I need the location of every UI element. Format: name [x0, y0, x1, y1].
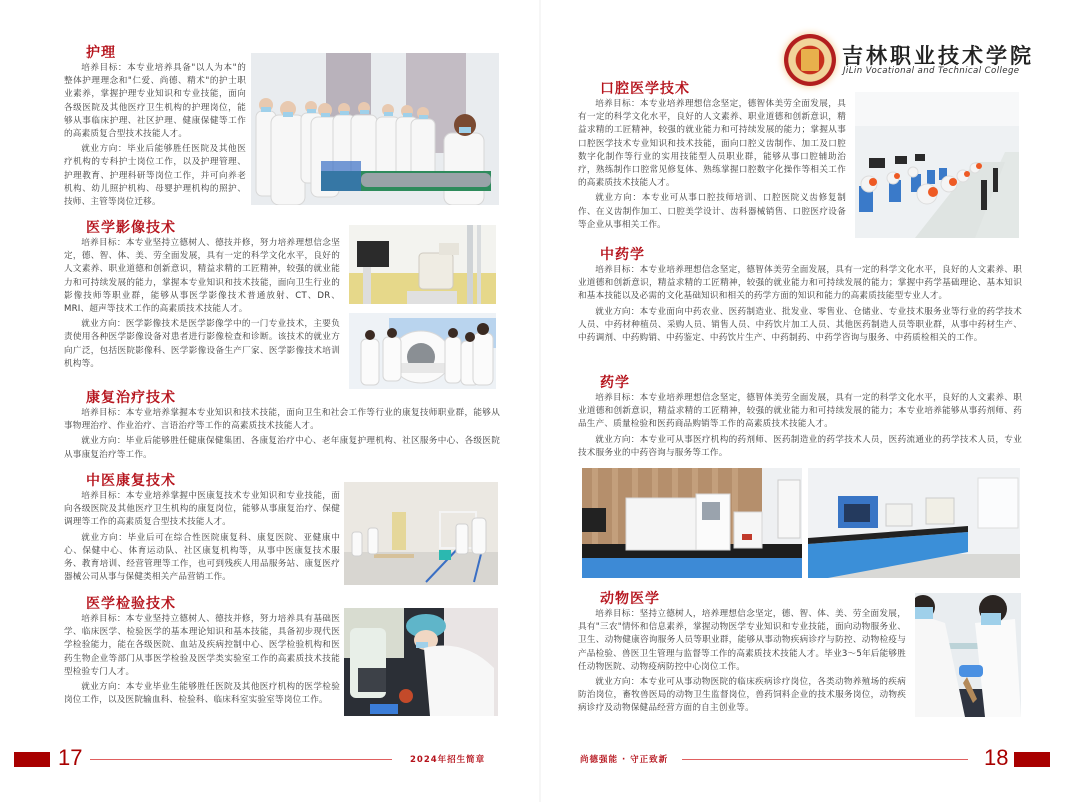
training-goal: 培养目标：本专业培养理想信念坚定，德智体美劳全面发展，具有一定的科学文化水平，良好的人文素养、职业道德和创新意识，精益求精的工匠精神，较强的就业能力和可持续发展的能力；本专业培养能够从事药剂师、药品生产、质量检验和医药商品购销等工作的高素质技术技能人才。 [578, 393, 1022, 430]
dental-simulation-lab-photo [855, 92, 1019, 238]
footer-divider [90, 759, 392, 760]
xray-equipment-photo [349, 225, 496, 304]
footer-divider [682, 759, 968, 760]
training-goal: 培养目标：本专业培养理想信念坚定，德智体美劳全面发展，具有一定的科学文化水平，良好的人文素养、职业道德和创新意识，精益求精的工匠精神，较强的就业能力和可持续发展的能力；掌握从事口腔医学技术专业知识和技术技能，面向口腔义齿制作、加工及口腔数字化制作等行业的实用技能型人员职业群，能够从事口腔辅助治疗，熟练制作口腔常见修复体、熟练掌握口腔数字化操作等相关工作的高素质技术技能人才。 [578, 99, 846, 189]
section-oral-medical-technology [578, 80, 846, 232]
college-name-en: JiLin Vocational and Technical College [843, 66, 1020, 76]
career-direction: 就业方向：本专业可从事医疗机构的药剂师、医药制造业的药学技术人员，医药流通业的药学技术人员，专业技术服务业的中药咨询与服务等工作。 [578, 434, 1022, 458]
section-title: 中医康复技术 [86, 473, 176, 489]
section-title: 口腔医学技术 [600, 81, 690, 97]
career-direction: 就业方向：医学影像技术是医学影像学中的一门专业技术，主要负责使用各种医学影像设备对患者进行影像检查和诊断。该技术的就业方向广泛，包括医院影像科、医学影像设备生产厂家、医学影像技术培训机构等。 [64, 319, 340, 369]
veterinary-lab-photo [915, 593, 1021, 717]
page-number: 17 [58, 745, 83, 770]
gas-chromatograph-photo [582, 468, 802, 578]
career-direction: 就业方向：毕业后能够胜任医院及其他医疗机构的专科护士岗位工作，以及护理管理、护理教育、护理科研等岗位工作，并可向养老机构、幼儿照护机构、母婴护理机构的照护、技师、主管等岗位迁移。 [64, 144, 246, 208]
training-goal: 培养目标：本专业培养具备"以人为本"的整体护理理念和"仁爱、尚德、精术"的护士职业素养，掌握护理专业知识和专业技能，面向各级医院及其他医疗卫生机构的护理岗位，能够从事临床护理、社区护理、健康保健等工作的高素质复合型技术技能人才。 [64, 63, 246, 140]
section-title: 医学影像技术 [86, 220, 176, 236]
training-goal: 培养目标：本专业坚持立德树人、德技并修，努力培养理想信念坚定，德、智、体、美、劳全面发展，具有一定的科学文化水平，良好的人文素养、职业道德和创新意识，精益求精的工匠精神，较强的就业能力和可持续发展的能力，掌握本专业知识和技术技能，面向卫生行业的影像技师等职业群，能够从事医学影像技术普通放射、CT、DR、MRI、超声等技术工作的高素质技术技能人才。 [64, 238, 340, 315]
section-pharmacy [578, 374, 1022, 460]
footer-caption: 2024年招生简章 [410, 755, 486, 765]
training-goal: 培养目标：坚持立德树人，培养理想信念坚定，德、智、体、美、劳全面发展，具有"三农"情怀和信息素养，掌握动物医学专业知识和专业技能，面向动物服务业、卫生、动物健康咨询服务人员等职业群，能够从事动物疾病诊疗与防控、动物检疫与产品检验、兽医卫生管理与监督等工作的高素质技术技能人才。毕业3～5年后能够胜任动物医院、动物疫病防控中心岗位工作。 [578, 609, 906, 672]
ct-scanner-photo [349, 313, 496, 389]
career-direction: 就业方向：本专业毕业生能够胜任医院及其他医疗机构的医学检验岗位工作，以及医院输血科、检验科、临床科室实验室等岗位工作。 [64, 682, 340, 706]
pharmacy-lab-bench-photo [808, 468, 1020, 578]
section-rehabilitation-therapy [64, 389, 500, 462]
section-medical-laboratory [64, 595, 340, 707]
section-title: 动物医学 [600, 591, 660, 607]
section-title: 药学 [600, 375, 630, 391]
section-medical-imaging [64, 219, 340, 371]
section-title: 医学检验技术 [86, 596, 176, 612]
training-goal: 培养目标：本专业培养掌握本专业知识和技术技能，面向卫生和社会工作等行业的康复技师职业群，能够从事物理治疗、作业治疗、言语治疗等工作的高素质技术技能人才。 [64, 408, 500, 432]
footer-slogan: 尚德强能 · 守正致新 [580, 755, 669, 765]
microscope-lab-photo [344, 608, 498, 716]
training-goal: 培养目标：本专业培养理想信念坚定，德智体美劳全面发展，具有一定的科学文化水平，良好的人文素养、职业道德和创新意识，精益求精的工匠精神，较强的就业能力和可持续发展的能力；掌握中药学基础理论、基本知识和基本技能以及必需的文化基础知识和相关的药学方面的知识和能力的高素质技能型专业人才。 [578, 265, 1022, 302]
training-goal: 培养目标：本专业培养掌握中医康复技术专业知识和专业技能，面向各级医院及其他医疗卫生机构的康复岗位，能够从事康复治疗、保健调理等工作的高素质复合型技术技能人才。 [64, 491, 340, 528]
footer-accent-bar [14, 752, 50, 767]
section-nursing [64, 44, 246, 209]
section-title: 中药学 [600, 247, 645, 263]
section-title: 护理 [86, 45, 116, 61]
career-direction: 就业方向：本专业可从事口腔技师培训、口腔医院义齿修复制作、在义齿制作加工、口腔美学设计、齿科器械销售、口腔医疗设备等企业从事相关工作。 [578, 193, 846, 230]
college-emblem-icon [784, 34, 836, 86]
section-veterinary-medicine [578, 590, 906, 716]
rehab-training-room-photo [344, 482, 498, 585]
section-tcm-rehabilitation [64, 472, 340, 584]
section-title: 康复治疗技术 [86, 390, 176, 406]
career-direction: 就业方向：本专业可从事动物医院的临床疾病诊疗岗位，各类动物养殖场的疾病防治岗位，畜牧兽医局的动物卫生监督岗位，兽药饲料企业的技术服务岗位，动物疾病诊疗及动物保健品经营方面的自主创业等。 [578, 677, 906, 714]
nursing-training-photo [251, 53, 499, 205]
career-direction: 就业方向：毕业后能够胜任健康保健集团、各康复治疗中心、老年康复护理机构、社区服务中心、各级医院从事康复治疗等工作。 [64, 436, 500, 460]
footer-accent-bar [1014, 752, 1050, 767]
section-tcm-pharmacy [578, 246, 1022, 345]
page-number: 18 [984, 745, 1009, 770]
college-name-cn: 吉林职业技术学院 [842, 43, 1034, 68]
career-direction: 就业方向：本专业面向中药农业、医药制造业、批发业、零售业、仓储业、专业技术服务业等行业的药学技术人员、中药材种植员、采购人员、销售人员、中药饮片加工人员、其他医药制造人员等职业群，从事中药材生产、中药调剂、中药购销、中药鉴定、中药饮片生产、中药制药、中药学咨询与服务、中药质检相关的工作。 [578, 306, 1022, 344]
career-direction: 就业方向：毕业后可在综合性医院康复科、康复医院、亚健康中心、保健中心、体育运动队、社区康复机构等，从事中医康复技术服务、教育培训、经营管理等工作，也可到残疾人用品服务站、康复医疗器械公司从事与保健类相关产品营销工作。 [64, 532, 340, 583]
training-goal: 培养目标：本专业坚持立德树人、德技并修，努力培养具有基础医学、临床医学、检验医学的基本理论知识和基本技能，具备初步现代医学检验能力，能在各级医院、血站及疾病控制中心、医学检验机构和医药生物企业等部门从事医学检验及医学类实验室工作的高素质技术技能型检验专门人才。 [64, 614, 340, 677]
